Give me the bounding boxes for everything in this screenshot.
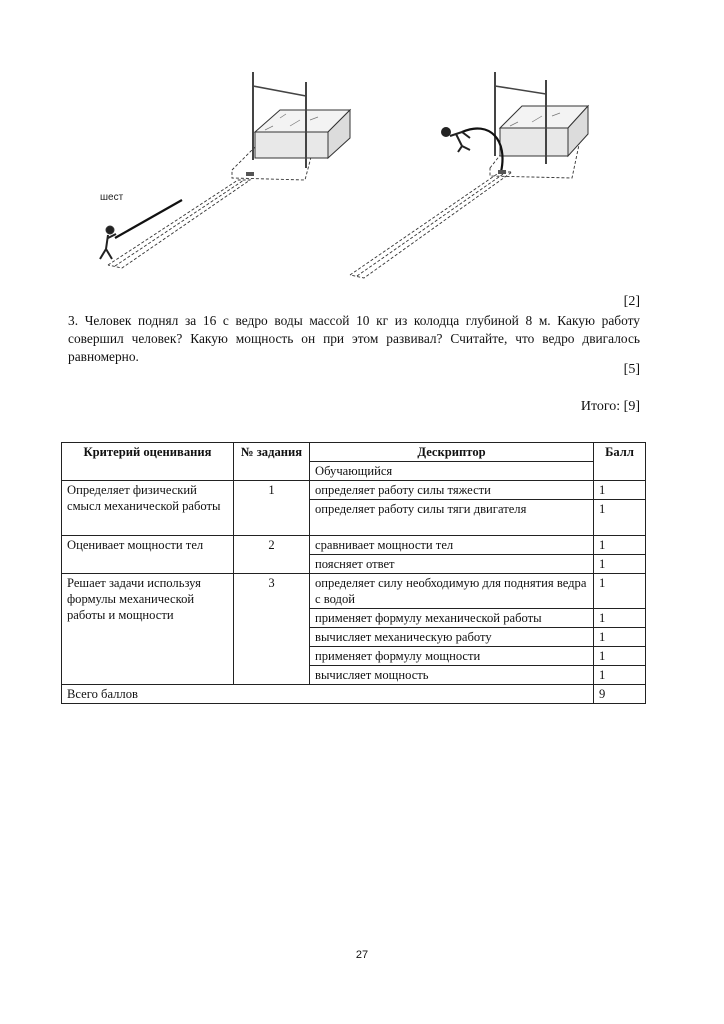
score-cell: 1 [594, 500, 646, 536]
score-cell: 1 [594, 481, 646, 500]
score-cell: 1 [594, 536, 646, 555]
pole-vault-illustration [60, 60, 660, 290]
descriptor-cell: вычисляет мощность [310, 666, 594, 685]
score-cell: 1 [594, 666, 646, 685]
descriptor-cell: применяет формулу механической работы [310, 609, 594, 628]
total-line: Итого: [9] [580, 399, 640, 414]
page-number: 27 [355, 949, 369, 961]
score-cell: 1 [594, 574, 646, 609]
task-cell: 1 [234, 481, 310, 536]
right-mat [500, 106, 588, 156]
total-label: Всего баллов [62, 685, 594, 704]
table-row [62, 536, 646, 555]
left-mat [255, 110, 350, 158]
header-criterion: Критерий оценивания [62, 443, 234, 481]
descriptor-cell: определяет работу силы тяги двигателя [310, 500, 594, 536]
header-descriptor: Дескриптор [310, 443, 594, 462]
task-cell: 2 [234, 536, 310, 574]
task2-mark: [2] [623, 294, 640, 309]
left-runway [108, 180, 250, 268]
task3-mark: [5] [623, 362, 640, 377]
descriptor-cell: сравнивает мощности тел [310, 536, 594, 555]
header-student: Обучающийся [310, 462, 594, 481]
descriptor-cell: применяет формулу мощности [310, 647, 594, 666]
score-cell: 1 [594, 555, 646, 574]
descriptor-cell: определяет работу силы тяжести [310, 481, 594, 500]
total-score: 9 [594, 685, 646, 704]
table-row [62, 481, 646, 500]
table-row [62, 574, 646, 609]
criterion-cell: Оценивает мощности тел [62, 536, 234, 574]
criterion-cell: Решает задачи используя формулы механической работы и мощности [62, 574, 234, 685]
descriptor-cell: вычисляет механическую работу [310, 628, 594, 647]
task3-text: 3. Человек поднял за 16 с ведро воды массой 10 кг из колодца глубиной 8 м. Какую работу совершил человек? Какую мощность он при этом развивал? Считайте, что ведро двигалось равномерно. [68, 313, 640, 364]
header-task-no: № задания [234, 443, 310, 481]
descriptor-cell: определяет силу необходимую для поднятия ведра с водой [310, 574, 594, 609]
descriptor-cell: поясняет ответ [310, 555, 594, 574]
pole-label: шест [100, 192, 124, 203]
total-row [62, 685, 646, 704]
task-cell: 3 [234, 574, 310, 685]
rubric-header-row [62, 443, 646, 462]
score-cell: 1 [594, 628, 646, 647]
right-runway [350, 172, 512, 278]
score-cell: 1 [594, 647, 646, 666]
header-score: Балл [594, 443, 646, 481]
assessment-rubric-table [61, 442, 646, 704]
score-cell: 1 [594, 609, 646, 628]
criterion-cell: Определяет физический смысл механической работы [62, 481, 234, 536]
right-bent-pole [462, 128, 503, 172]
